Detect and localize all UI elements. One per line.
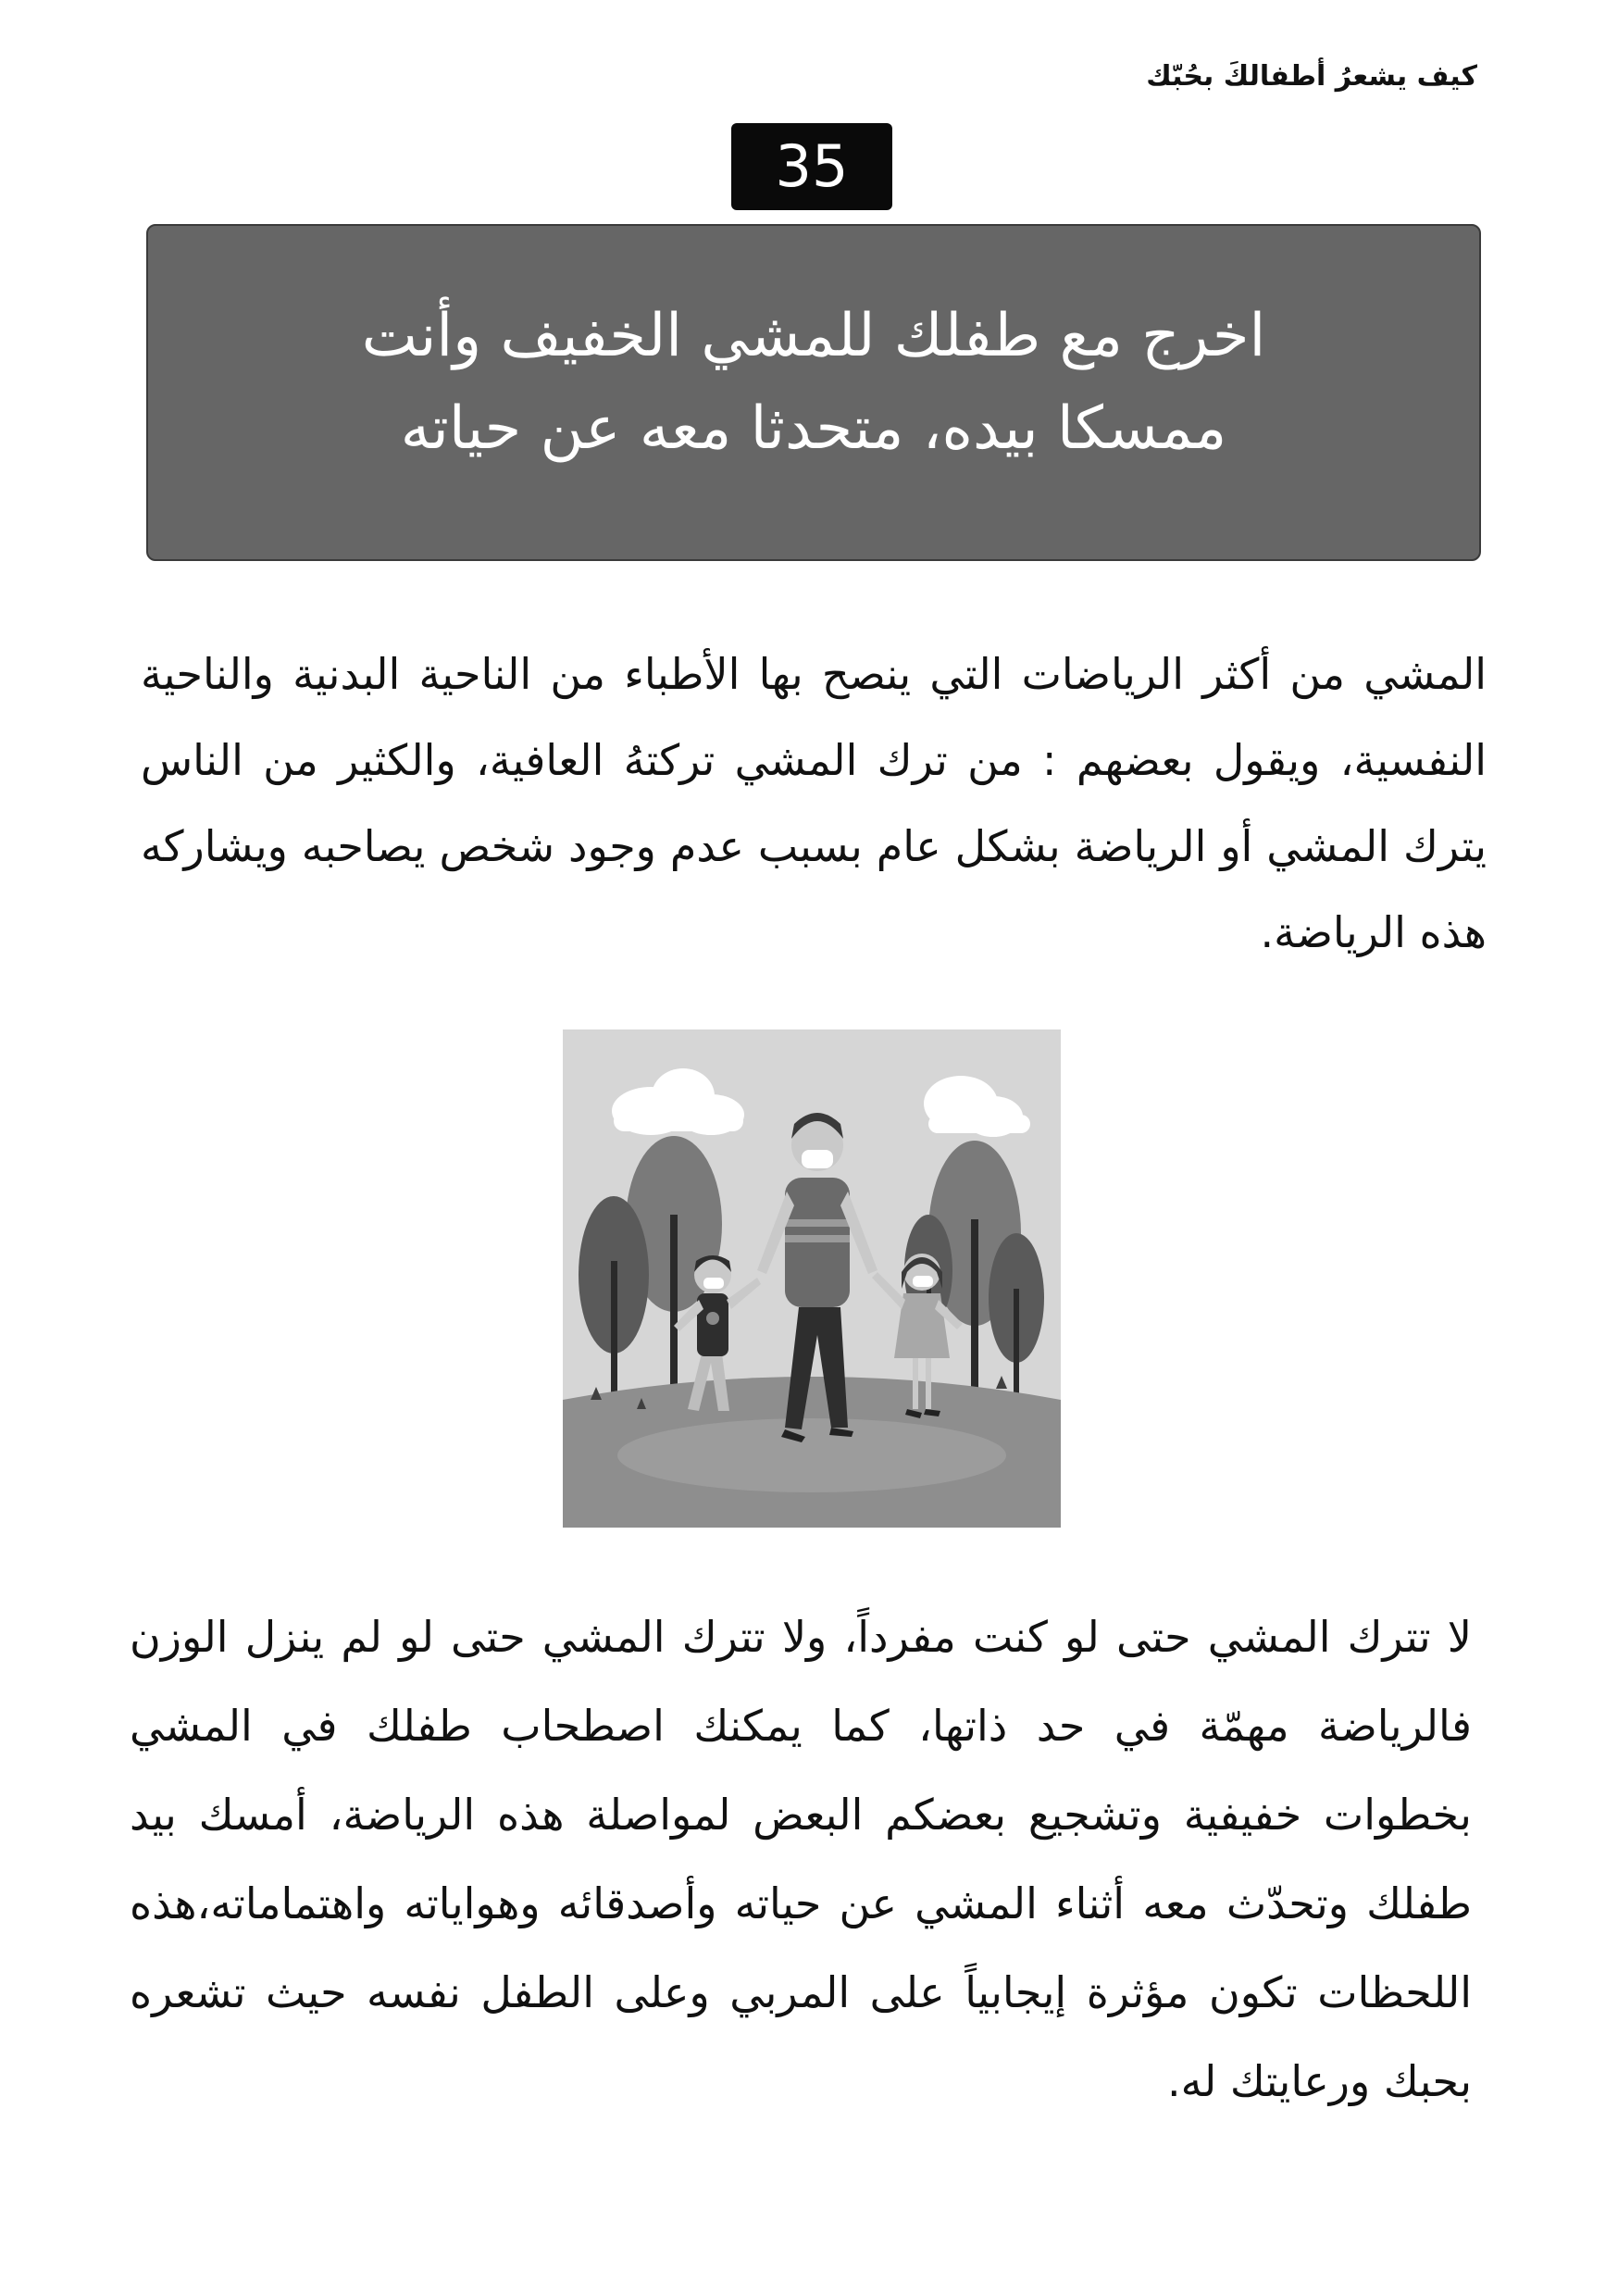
chapter-title	[258, 290, 1369, 475]
body-paragraph-2: لا تترك المشي حتى لو كنت مفرداً، ولا تترك المشي حتى لو لم ينزل الوزن فالرياضة مهمّة في حد ذاتها، كما يمكنك اصطحاب طفلك في المشي بخطوات خفيفية وتشجيع بعضكم البعض لمواصلة هذه الرياضة، أمسك بيد طفلك وتحدّث معه أثناء المشي عن حياته وأصدقائه وهواياته واهتماماته،هذه اللحظات تكون مؤثرة إيجابياً على المربي وعلى الطفل نفسه حيث تشعره بحبك ورعايتك له.	[130, 1612, 1472, 2106]
chapter-title-line-2: ممسكا بيده، متحدثا معه عن حياته	[400, 394, 1227, 463]
running-header: كيف يشعرُ أطفالكَ بحُبّك	[1146, 60, 1477, 93]
family-walking-illustration	[563, 1029, 1061, 1528]
chapter-title-line-1: اخرج مع طفلك للمشي الخفيف وأنت	[361, 302, 1266, 370]
chapter-number-badge: 35	[731, 123, 892, 210]
title-box	[146, 224, 1481, 561]
family-walking-icon	[563, 1029, 1061, 1528]
body-paragraph-1: المشي من أكثر الرياضات التي ينصح بها الأطباء من الناحية البدنية والناحية النفسية، ويقول بعضهم : من ترك المشي تركتهُ العافية، والكثير من الناس يترك المشي أو الرياضة بشكل عام بسبب عدم وجود شخص يصاحبه ويشاركه هذه الرياضة.	[141, 649, 1487, 957]
